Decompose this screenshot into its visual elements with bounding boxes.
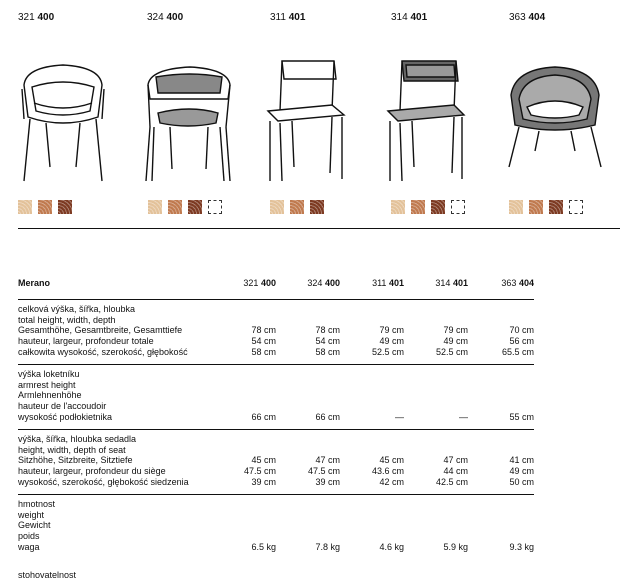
col-header-324400: 324 400 <box>307 278 340 288</box>
spec-value: 45 cm <box>379 455 404 466</box>
spec-label-line: całkowita wysokość, szerokość, głębokość <box>18 346 188 357</box>
table-header-row <box>18 278 534 299</box>
chair-311-401-illustration <box>262 55 347 185</box>
spec-label-line: hmotnost <box>18 498 56 509</box>
spec-value: 58 cm <box>251 346 276 357</box>
spec-label-line: hauteur, largeur, profondeur totale <box>18 336 154 347</box>
spec-value: 39 cm <box>251 476 276 487</box>
spec-value-cell <box>468 299 534 364</box>
spec-value: 70 cm <box>509 325 534 336</box>
spec-value: 42.5 cm <box>435 476 468 487</box>
wood-swatch <box>38 200 52 214</box>
spec-label <box>18 364 232 429</box>
spec-value-cell <box>340 494 404 558</box>
spec-label-line: wysokość podłokietnika <box>18 411 113 422</box>
spec-value-cell <box>468 429 534 494</box>
wood-swatch <box>509 200 523 214</box>
spec-value: 47.5 cm <box>307 466 340 477</box>
spec-value: 4.6 kg <box>379 541 404 552</box>
spec-table <box>18 278 534 559</box>
col-header-363404: 363 404 <box>501 278 534 288</box>
spec-label-line: weight <box>18 509 45 520</box>
spec-value: 54 cm <box>315 336 340 347</box>
col-header-314401: 314 401 <box>435 278 468 288</box>
wood-swatch <box>270 200 284 214</box>
spec-value: 41 cm <box>509 455 534 466</box>
spec-value-cell <box>404 299 468 364</box>
spec-label-line: výška, šířka, hloubka sedadla <box>18 433 137 444</box>
wood-swatch <box>549 200 563 214</box>
spec-label <box>18 494 232 558</box>
spec-value-cell <box>404 429 468 494</box>
wood-swatch <box>168 200 182 214</box>
spec-value: 55 cm <box>509 411 534 422</box>
wood-swatch <box>148 200 162 214</box>
spec-value-cell <box>276 494 340 558</box>
chair-321-400-illustration <box>18 55 108 185</box>
spec-value: 7.8 kg <box>315 541 340 552</box>
spec-value-cell <box>404 364 468 429</box>
upholstery-swatch-placeholder <box>208 200 222 214</box>
spec-value: — <box>459 411 468 422</box>
spec-label-line: poids <box>18 531 40 542</box>
spec-value-cell <box>276 299 340 364</box>
spec-value: 66 cm <box>251 411 276 422</box>
wood-swatch <box>310 200 324 214</box>
spec-value-cell <box>232 299 276 364</box>
product-code-363404: 363 404 <box>509 12 546 23</box>
spec-value: 44 cm <box>443 466 468 477</box>
spec-label-line: total height, width, depth <box>18 314 116 325</box>
spec-value: 39 cm <box>315 476 340 487</box>
spec-value: 45 cm <box>251 455 276 466</box>
spec-label-line: armrest height <box>18 379 76 390</box>
spec-label-line: waga <box>18 541 40 552</box>
spec-value: 78 cm <box>315 325 340 336</box>
spec-value: 49 cm <box>509 466 534 477</box>
spec-label-line: hauteur, largeur, profondeur du siège <box>18 466 166 477</box>
spec-value-cell <box>276 364 340 429</box>
product-code-324400: 324 400 <box>147 12 184 23</box>
spec-value: 79 cm <box>379 325 404 336</box>
wood-swatch <box>58 200 72 214</box>
spec-section <box>18 429 534 494</box>
spec-value-cell <box>276 429 340 494</box>
spec-value-cell <box>232 494 276 558</box>
col-header-311401: 311 401 <box>372 278 404 288</box>
spec-value: 49 cm <box>379 336 404 347</box>
wood-swatch <box>391 200 405 214</box>
spec-value-cell <box>468 364 534 429</box>
spec-value: 6.5 kg <box>251 541 276 552</box>
spec-value: 47.5 cm <box>243 466 276 477</box>
spec-value: — <box>395 411 404 422</box>
spec-section <box>18 364 534 429</box>
spec-value-cell <box>232 364 276 429</box>
cut-off-label: stohovatelnost <box>18 570 77 580</box>
table-title: Merano <box>18 278 51 288</box>
spec-value: 58 cm <box>315 346 340 357</box>
spec-value-cell <box>340 429 404 494</box>
spec-value: 79 cm <box>443 325 468 336</box>
product-code-311401: 311 401 <box>270 12 306 23</box>
spec-value: 54 cm <box>251 336 276 347</box>
spec-value: 78 cm <box>251 325 276 336</box>
wood-swatch <box>290 200 304 214</box>
spec-label-line: celková výška, šířka, hloubka <box>18 303 136 314</box>
spec-label-line: Gewicht <box>18 520 51 531</box>
spec-value-cell <box>232 429 276 494</box>
spec-value: 65.5 cm <box>501 346 534 357</box>
spec-section <box>18 494 534 558</box>
divider <box>18 228 620 229</box>
spec-value: 50 cm <box>509 476 534 487</box>
col-header-321400: 321 400 <box>243 278 276 288</box>
spec-value-cell <box>340 299 404 364</box>
wood-swatch <box>431 200 445 214</box>
wood-swatch <box>188 200 202 214</box>
upholstery-swatch-placeholder <box>451 200 465 214</box>
spec-label-line: height, width, depth of seat <box>18 444 126 455</box>
product-code-314401: 314 401 <box>391 12 428 23</box>
spec-value: 66 cm <box>315 411 340 422</box>
spec-value: 47 cm <box>315 455 340 466</box>
spec-value: 52.5 cm <box>435 346 468 357</box>
chair-324-400-illustration <box>140 55 235 185</box>
wood-swatch <box>529 200 543 214</box>
spec-value-cell <box>340 364 404 429</box>
wood-swatch <box>18 200 32 214</box>
spec-label-line: hauteur de l'accoudoir <box>18 401 107 412</box>
spec-value-cell <box>468 494 534 558</box>
chair-314-401-illustration <box>382 55 467 185</box>
spec-label <box>18 299 232 364</box>
spec-value: 9.3 kg <box>509 541 534 552</box>
spec-label-line: Armlehnenhöhe <box>18 390 82 401</box>
spec-label-line: Sitzhöhe, Sitzbreite, Sitztiefe <box>18 455 133 466</box>
spec-value: 47 cm <box>443 455 468 466</box>
chair-363-404-illustration <box>505 55 605 185</box>
product-code-321400: 321 400 <box>18 12 55 23</box>
spec-value: 5.9 kg <box>443 541 468 552</box>
spec-label <box>18 429 232 494</box>
wood-swatch <box>411 200 425 214</box>
spec-value: 52.5 cm <box>371 346 404 357</box>
spec-section <box>18 299 534 364</box>
spec-value-cell <box>404 494 468 558</box>
spec-label-line: Gesamthöhe, Gesamtbreite, Gesamttiefe <box>18 325 183 336</box>
spec-value: 42 cm <box>379 476 404 487</box>
upholstery-swatch-placeholder <box>569 200 583 214</box>
spec-value: 49 cm <box>443 336 468 347</box>
spec-label-line: wysokość, szerokość, głębokość siedzenia <box>18 476 189 487</box>
spec-value: 43.6 cm <box>371 466 404 477</box>
spec-value: 56 cm <box>509 336 534 347</box>
spec-label-line: výška loketníku <box>18 368 80 379</box>
